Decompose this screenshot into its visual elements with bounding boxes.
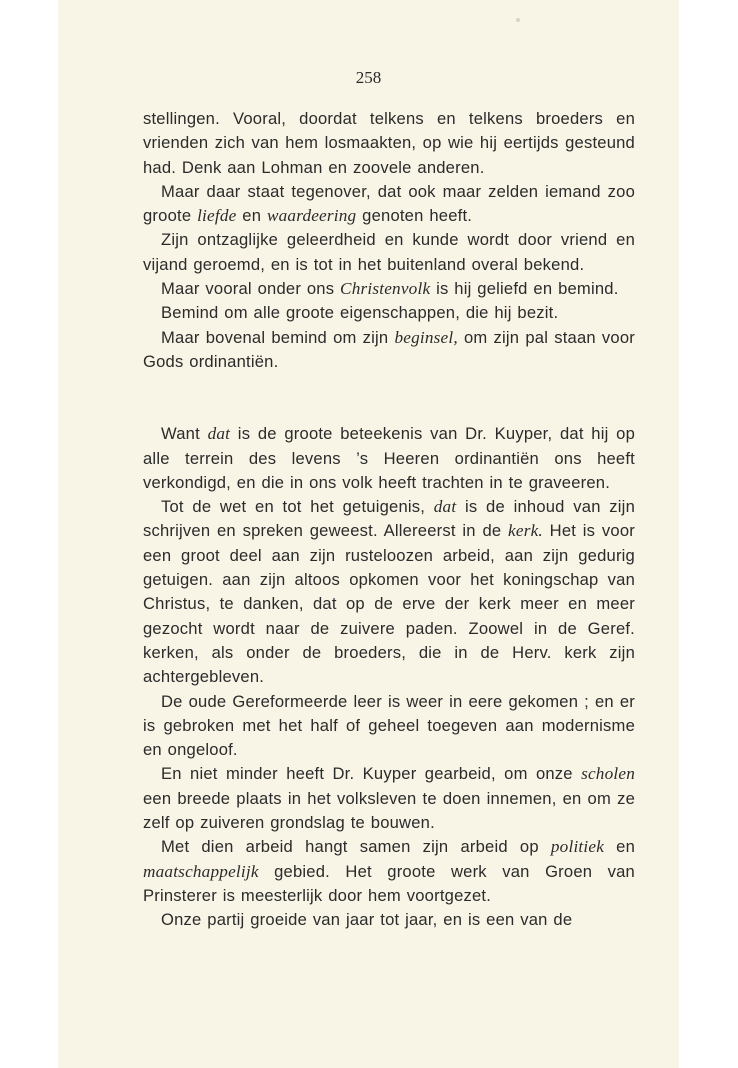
emphasis: waardeering <box>266 206 357 226</box>
text-run: is de inhoud van zijn schrijven en spreken geweest. Allereerst in de <box>143 497 635 541</box>
paragraph <box>143 301 635 325</box>
text-run: Onze partij groeide van jaar tot jaar, en is een van de <box>161 910 573 930</box>
text-run: En niet minder heeft Dr. Kuyper gearbeid, om onze <box>161 764 582 784</box>
text-run: Met dien arbeid hangt samen zijn arbeid op <box>161 837 551 857</box>
text-run: is hij geliefd en bemind. <box>430 279 619 299</box>
paragraph <box>143 180 635 229</box>
paper-speck <box>516 18 520 22</box>
book-page <box>58 0 679 1068</box>
emphasis: Christenvolk <box>340 279 431 299</box>
paragraph <box>143 835 635 908</box>
text-run: genoten heeft. <box>356 206 473 226</box>
text-run: en <box>604 837 635 857</box>
emphasis: beginsel, <box>394 327 458 347</box>
paragraph <box>143 277 635 301</box>
text-run: Bemind om alle groote eigenschappen, die hij bezit. <box>161 303 559 323</box>
paragraph <box>143 422 635 495</box>
text-run: stellingen. Vooral, doordat telkens en telkens broeders en vrienden zich van hem losmaakten, op wie hij eertijds gesteund had. Denk aan Lohman en zoovele anderen. <box>143 109 635 177</box>
emphasis: dat <box>433 497 457 517</box>
paragraph <box>143 107 635 180</box>
paragraph <box>143 762 635 835</box>
emphasis: dat <box>207 424 231 444</box>
text-run: Het is voor een groot deel aan zijn rusteloozen arbeid, aan zijn gedurig getuigen. aan zijn altoos opkomen voor het koningschap van Christus, te danken, dat op de erve der kerk meer en meer gezocht wordt naar de zuivere paden. Zoowel in de Geref. kerken, als onder de broeders, die in de Herv. kerk zijn achtergebleven. <box>143 521 635 687</box>
emphasis: liefde <box>197 206 237 226</box>
emphasis: scholen <box>581 764 635 784</box>
text-run: om zijn pal staan voor Gods ordinantiën. <box>143 327 635 371</box>
emphasis: kerk. <box>508 521 543 541</box>
text-run: gebied. Het groote werk van Groen van Prinsterer is meesterlijk door hem voortgezet. <box>143 861 635 905</box>
paragraph <box>143 228 635 277</box>
text-run: Want <box>161 424 208 444</box>
text-run: Maar bovenal bemind om zijn <box>161 327 395 347</box>
text-run: Maar vooral onder ons <box>161 279 341 299</box>
page-number: 258 <box>355 68 382 87</box>
paragraph <box>143 495 635 689</box>
body-text <box>143 107 635 933</box>
text-run: en <box>236 206 267 226</box>
text-run: Tot de wet en tot het getuigenis, <box>161 497 434 517</box>
paragraph <box>143 326 635 375</box>
text-run: De oude Gereformeerde leer is weer in eere gekomen ; en er is gebroken met het half of geheel toegeven aan modernisme en ongeloof. <box>143 691 635 760</box>
text-run: Maar daar staat tegenover, dat ook maar zelden iemand zoo groote <box>143 181 635 226</box>
paragraph <box>143 690 635 763</box>
text-run: Zijn ontzaglijke geleerdheid en kunde wordt door vriend en vijand geroemd, en is tot in het buitenland overal bekend. <box>143 230 635 274</box>
text-run: is de groote beteekenis van Dr. Kuyper, dat hij op alle terrein des levens ’s Heeren ordinantiën ons heeft verkondigd, en die in ons volk heeft trachten in te graveeren. <box>143 424 635 492</box>
emphasis: maatschappelijk <box>143 861 259 881</box>
emphasis: politiek <box>550 837 605 857</box>
text-run: een breede plaats in het volksleven te doen innemen, en om ze zelf op zuiveren grondslag te bouwen. <box>143 788 635 833</box>
paragraph <box>143 908 635 932</box>
